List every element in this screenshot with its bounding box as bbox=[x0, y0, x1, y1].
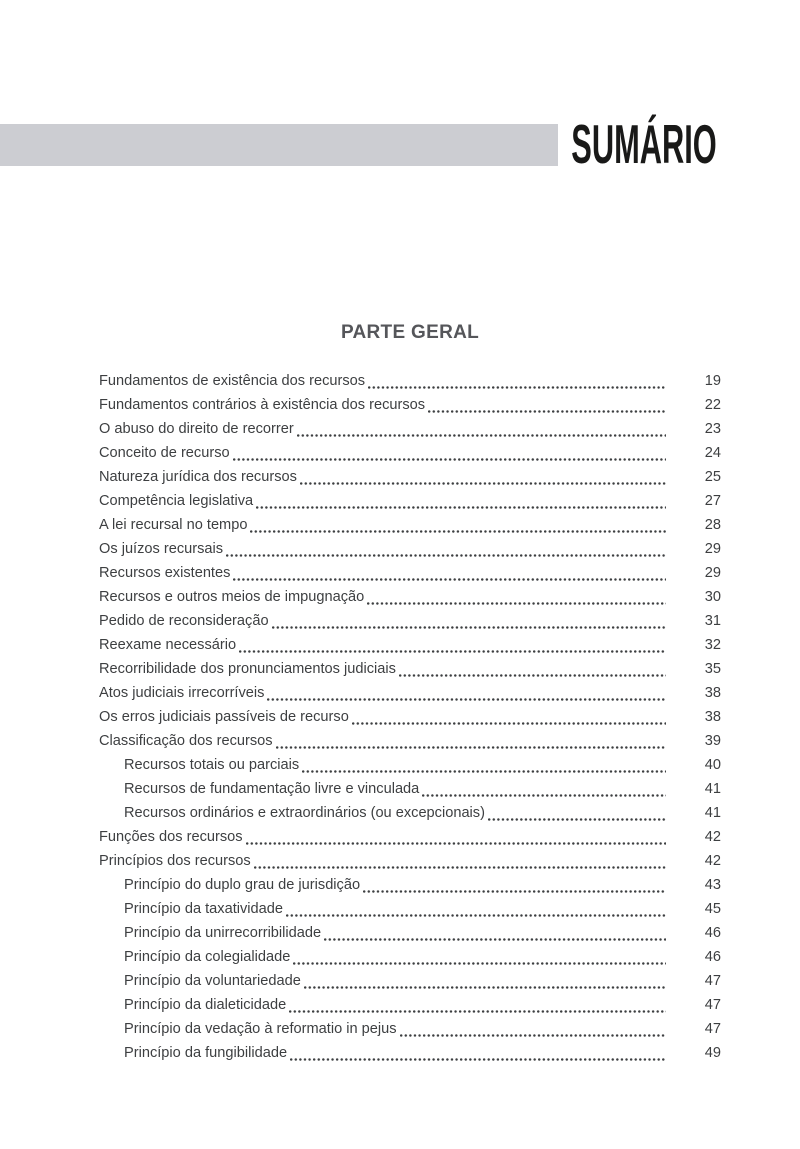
dot-leader bbox=[226, 554, 666, 557]
toc-entry-label: Princípio da fungibilidade bbox=[124, 1045, 288, 1061]
dot-leader bbox=[368, 386, 666, 389]
toc-entry-label: A lei recursal no tempo bbox=[99, 517, 248, 533]
toc-entry-page-number: 45 bbox=[704, 901, 721, 917]
dot-leader bbox=[297, 434, 666, 437]
dot-leader bbox=[428, 410, 666, 413]
toc-entry-page-number: 29 bbox=[704, 565, 721, 581]
toc-entry bbox=[99, 681, 721, 705]
toc-entry bbox=[99, 1041, 721, 1065]
toc-list bbox=[99, 369, 721, 1065]
toc-entry-page-number: 30 bbox=[704, 589, 721, 605]
toc-entry bbox=[99, 801, 721, 825]
toc-entry-label: Princípio da dialeticidade bbox=[124, 997, 287, 1013]
toc-entry-page-number: 47 bbox=[704, 997, 721, 1013]
toc-entry-page-number: 28 bbox=[704, 517, 721, 533]
toc-entry bbox=[99, 489, 721, 513]
dot-leader bbox=[272, 626, 666, 629]
toc-entry-label: Recursos de fundamentação livre e vinculada bbox=[124, 781, 420, 797]
toc-entry bbox=[99, 609, 721, 633]
toc-entry bbox=[99, 897, 721, 921]
dot-leader bbox=[304, 986, 666, 989]
toc-entry bbox=[99, 561, 721, 585]
dot-leader bbox=[400, 1034, 666, 1037]
dot-leader bbox=[293, 962, 666, 965]
toc-entry-page-number: 22 bbox=[704, 397, 721, 413]
toc-entry-label: Princípio da voluntariedade bbox=[124, 973, 301, 989]
dot-leader bbox=[267, 698, 666, 701]
toc-entry bbox=[99, 633, 721, 657]
toc-entry-label: Funções dos recursos bbox=[99, 829, 243, 845]
toc-entry bbox=[99, 753, 721, 777]
section-heading: PARTE GERAL bbox=[340, 322, 480, 343]
dot-leader bbox=[302, 770, 666, 773]
toc-entry-label: Competência legislativa bbox=[99, 493, 254, 509]
toc-entry-label: Princípio da vedação à reformatio in pejus bbox=[124, 1021, 397, 1037]
toc-entry-page-number: 40 bbox=[704, 757, 721, 773]
dot-leader bbox=[254, 866, 666, 869]
dot-leader bbox=[399, 674, 666, 677]
toc-entry-label: Recursos existentes bbox=[99, 565, 231, 581]
toc-entry-page-number: 19 bbox=[704, 373, 721, 389]
toc-entry-page-number: 49 bbox=[704, 1045, 721, 1061]
toc-entry bbox=[99, 729, 721, 753]
toc-entry bbox=[99, 849, 721, 873]
toc-entry-page-number: 31 bbox=[704, 613, 721, 629]
toc-entry-page-number: 39 bbox=[704, 733, 721, 749]
dot-leader bbox=[250, 530, 666, 533]
toc-entry-page-number: 41 bbox=[704, 781, 721, 797]
toc-entry-label: Reexame necessário bbox=[99, 637, 237, 653]
dot-leader bbox=[233, 458, 666, 461]
toc-entry-label: Os erros judiciais passíveis de recurso bbox=[99, 709, 349, 725]
toc-entry-page-number: 41 bbox=[704, 805, 721, 821]
toc-entry bbox=[99, 825, 721, 849]
toc-entry-label: Classificação dos recursos bbox=[99, 733, 273, 749]
toc-entry-page-number: 47 bbox=[704, 1021, 721, 1037]
toc-entry-label: Pedido de reconsideração bbox=[99, 613, 269, 629]
toc-entry bbox=[99, 513, 721, 537]
toc-entry bbox=[99, 585, 721, 609]
toc-entry bbox=[99, 777, 721, 801]
dot-leader bbox=[256, 506, 666, 509]
toc-entry bbox=[99, 465, 721, 489]
toc-entry-label: Recursos ordinários e extraordinários (ou excepcionais) bbox=[124, 805, 485, 821]
toc-entry bbox=[99, 393, 721, 417]
toc-entry-label: Atos judiciais irrecorríveis bbox=[99, 685, 265, 701]
toc-entry-page-number: 32 bbox=[704, 637, 721, 653]
dot-leader bbox=[367, 602, 666, 605]
dot-leader bbox=[324, 938, 666, 941]
toc-entry bbox=[99, 873, 721, 897]
dot-leader bbox=[286, 914, 666, 917]
toc-entry-page-number: 27 bbox=[704, 493, 721, 509]
toc-entry-page-number: 43 bbox=[704, 877, 721, 893]
toc-entry bbox=[99, 369, 721, 393]
toc-entry bbox=[99, 537, 721, 561]
dot-leader bbox=[422, 794, 666, 797]
toc-entry-page-number: 42 bbox=[704, 853, 721, 869]
toc-entry-label: Princípio da unirrecorribilidade bbox=[124, 925, 322, 941]
toc-entry bbox=[99, 1017, 721, 1041]
toc-entry-label: Recursos e outros meios de impugnação bbox=[99, 589, 365, 605]
toc-entry-page-number: 35 bbox=[704, 661, 721, 677]
toc-entry-page-number: 38 bbox=[704, 709, 721, 725]
toc-entry bbox=[99, 969, 721, 993]
toc-entry-label: Fundamentos de existência dos recursos bbox=[99, 373, 366, 389]
dot-leader bbox=[276, 746, 666, 749]
toc-entry-label: Recorribilidade dos pronunciamentos judiciais bbox=[99, 661, 396, 677]
toc-entry-label: Natureza jurídica dos recursos bbox=[99, 469, 297, 485]
toc-entry-page-number: 25 bbox=[704, 469, 721, 485]
toc-entry-page-number: 46 bbox=[704, 949, 721, 965]
dot-leader bbox=[352, 722, 666, 725]
toc-entry bbox=[99, 921, 721, 945]
dot-leader bbox=[290, 1058, 666, 1061]
banner-bar bbox=[0, 124, 558, 166]
toc-entry-page-number: 47 bbox=[704, 973, 721, 989]
dot-leader bbox=[363, 890, 666, 893]
toc-entry-page-number: 23 bbox=[704, 421, 721, 437]
toc-entry bbox=[99, 657, 721, 681]
toc-entry-label: Princípios dos recursos bbox=[99, 853, 251, 869]
dot-leader bbox=[239, 650, 666, 653]
page-title: SUMÁRIO bbox=[571, 113, 717, 175]
toc-entry bbox=[99, 441, 721, 465]
toc-entry-page-number: 42 bbox=[704, 829, 721, 845]
toc-entry-label: Princípio da colegialidade bbox=[124, 949, 291, 965]
toc-entry-page-number: 29 bbox=[704, 541, 721, 557]
toc-entry-label: Fundamentos contrários à existência dos recursos bbox=[99, 397, 426, 413]
toc-entry-label: Conceito de recurso bbox=[99, 445, 230, 461]
toc-entry-page-number: 46 bbox=[704, 925, 721, 941]
dot-leader bbox=[300, 482, 666, 485]
toc-entry-label: Os juízos recursais bbox=[99, 541, 224, 557]
toc-entry bbox=[99, 945, 721, 969]
toc-entry bbox=[99, 417, 721, 441]
toc-entry bbox=[99, 993, 721, 1017]
toc-entry-label: Princípio da taxatividade bbox=[124, 901, 284, 917]
toc-entry-page-number: 38 bbox=[704, 685, 721, 701]
dot-leader bbox=[488, 818, 666, 821]
toc-entry bbox=[99, 705, 721, 729]
toc-entry-label: Recursos totais ou parciais bbox=[124, 757, 300, 773]
dot-leader bbox=[233, 578, 666, 581]
toc-entry-page-number: 24 bbox=[704, 445, 721, 461]
dot-leader bbox=[246, 842, 666, 845]
toc-entry-label: Princípio do duplo grau de jurisdição bbox=[124, 877, 361, 893]
dot-leader bbox=[289, 1010, 666, 1013]
toc-entry-label: O abuso do direito de recorrer bbox=[99, 421, 294, 437]
